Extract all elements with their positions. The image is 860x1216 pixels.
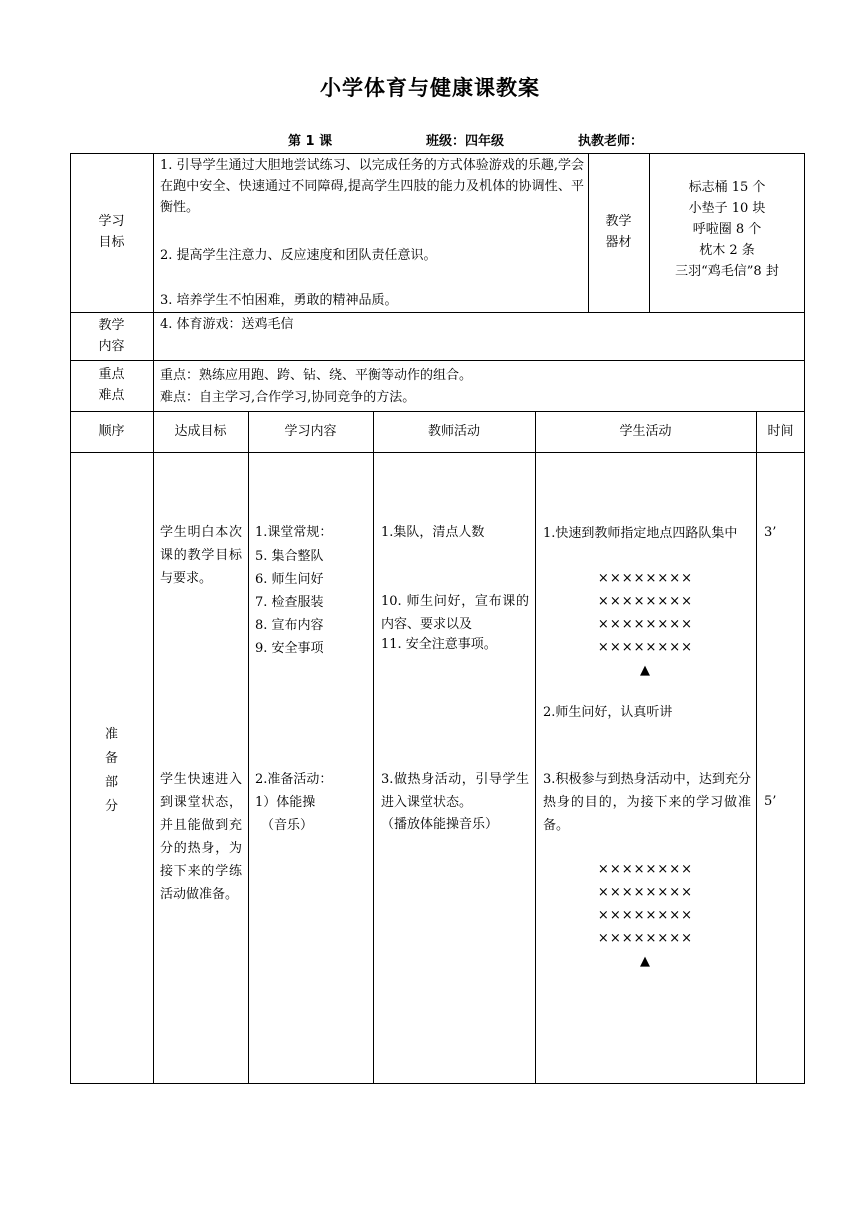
class-label: 班级：四年级 (426, 134, 505, 149)
content-text: 4. 体育游戏：送鸡毛信 (160, 317, 294, 332)
part1-teacher-2: 10. 师生问好，宣布课的内容、要求以及 (381, 594, 529, 632)
material-item: 枕木 2 条 (699, 243, 755, 258)
col-divider (248, 411, 249, 1084)
teacher-position-icon: ▲ (640, 663, 651, 678)
row-divider (70, 312, 805, 313)
list-item: 8. 宣布内容 (255, 618, 324, 633)
content-label: 教学 内容 (98, 318, 125, 354)
teacher-label: 执教老师： (578, 134, 644, 149)
part2-goal: 学生快速进入到课堂状态，并且能做到充分的热身，为接下来的学练活动做准备。 (160, 772, 242, 902)
col-header-student: 学生活动 (619, 424, 672, 439)
formation-row: ×××××××× (597, 594, 694, 609)
col-divider (153, 153, 154, 1084)
part1-goal: 学生明白本次课的教学目标与要求。 (160, 525, 242, 586)
col-divider (756, 411, 757, 1084)
goals-item-1: 1. 引导学生通过大胆地尝试练习、以完成任务的方式体验游戏的乐趣,学会在跑中安全、快速通过不同障碍,提高学生四肢的能力及机体的协调性、平衡性。 (160, 158, 584, 215)
teacher-position-icon: ▲ (640, 954, 651, 969)
col-header-order: 顺序 (98, 424, 125, 439)
part2-student-1: 3.积极参与到热身活动中，达到充分热身的目的，为接下来的学习做准备。 (543, 772, 751, 833)
col-header-content: 学习内容 (284, 424, 337, 439)
part1-teacher-3: 11. 安全注意事项。 (381, 637, 497, 652)
list-item: 7. 检查服装 (255, 595, 324, 610)
formation-row: ×××××××× (597, 640, 694, 655)
formation-row: ×××××××× (597, 617, 694, 632)
goals-item-3: 3. 培养学生不怕困难，勇敢的精神品质。 (160, 293, 398, 308)
list-item: 9. 安全事项 (255, 641, 324, 656)
formation-row: ×××××××× (597, 862, 694, 877)
part1-student-1: 1.快速到教师指定地点四路队集中 (543, 526, 738, 541)
lesson-header (0, 130, 860, 148)
part1-content-list (255, 545, 324, 660)
keypoints-label: 重点 难点 (98, 367, 125, 403)
formation-row: ×××××××× (597, 571, 694, 586)
part2-teacher-1: 3.做热身活动，引导学生进入课堂状态。 (381, 772, 529, 810)
keypoint-text: 重点：熟练应用跑、跨、钻、绕、平衡等动作的组合。 (160, 368, 473, 383)
col-divider (373, 411, 374, 1084)
col-header-goal: 达成目标 (174, 424, 227, 439)
part1-content-title: 1.课堂常规： (255, 525, 333, 540)
part1-time: 3’ (764, 525, 777, 540)
col-divider (535, 411, 536, 1084)
part1-formation (535, 567, 756, 682)
materials-label: 教学 器材 (605, 214, 632, 250)
part2-time: 5’ (764, 794, 777, 809)
section-label: 准 备 部 分 (104, 727, 118, 814)
page-title: 小学体育与健康课教案 (320, 76, 540, 100)
lesson-number: 第 1 课 (288, 134, 333, 149)
material-item: 小垫子 10 块 (688, 201, 766, 216)
row-divider (70, 360, 805, 361)
row-divider (70, 411, 805, 412)
col-header-time: 时间 (767, 424, 794, 439)
formation-row: ×××××××× (597, 885, 694, 900)
material-item: 三羽“鸡毛信”8 封 (675, 264, 779, 279)
list-item: 5. 集合整队 (255, 549, 324, 564)
part2-formation (535, 858, 756, 973)
material-item: 标志桶 15 个 (688, 180, 766, 195)
col-header-teacher: 教师活动 (427, 424, 480, 439)
list-item: 6. 师生问好 (255, 572, 324, 587)
part2-teacher-2: （播放体能操音乐） (381, 817, 499, 832)
materials-list (649, 177, 805, 282)
material-item: 呼啦圈 8 个 (692, 222, 762, 237)
part1-teacher-1: 1.集队，清点人数 (381, 525, 485, 540)
goals-label: 学习 目标 (98, 214, 125, 250)
difficulty-text: 难点：自主学习,合作学习,协同竞争的方法。 (160, 390, 416, 405)
formation-row: ×××××××× (597, 908, 694, 923)
part1-student-2: 2.师生问好，认真听讲 (543, 705, 673, 720)
goals-item-2: 2. 提高学生注意力、反应速度和团队责任意识。 (160, 248, 437, 263)
part2-content: 2.准备活动： 1）体能操 （音乐） (255, 772, 333, 833)
row-divider (70, 452, 805, 453)
formation-row: ×××××××× (597, 931, 694, 946)
